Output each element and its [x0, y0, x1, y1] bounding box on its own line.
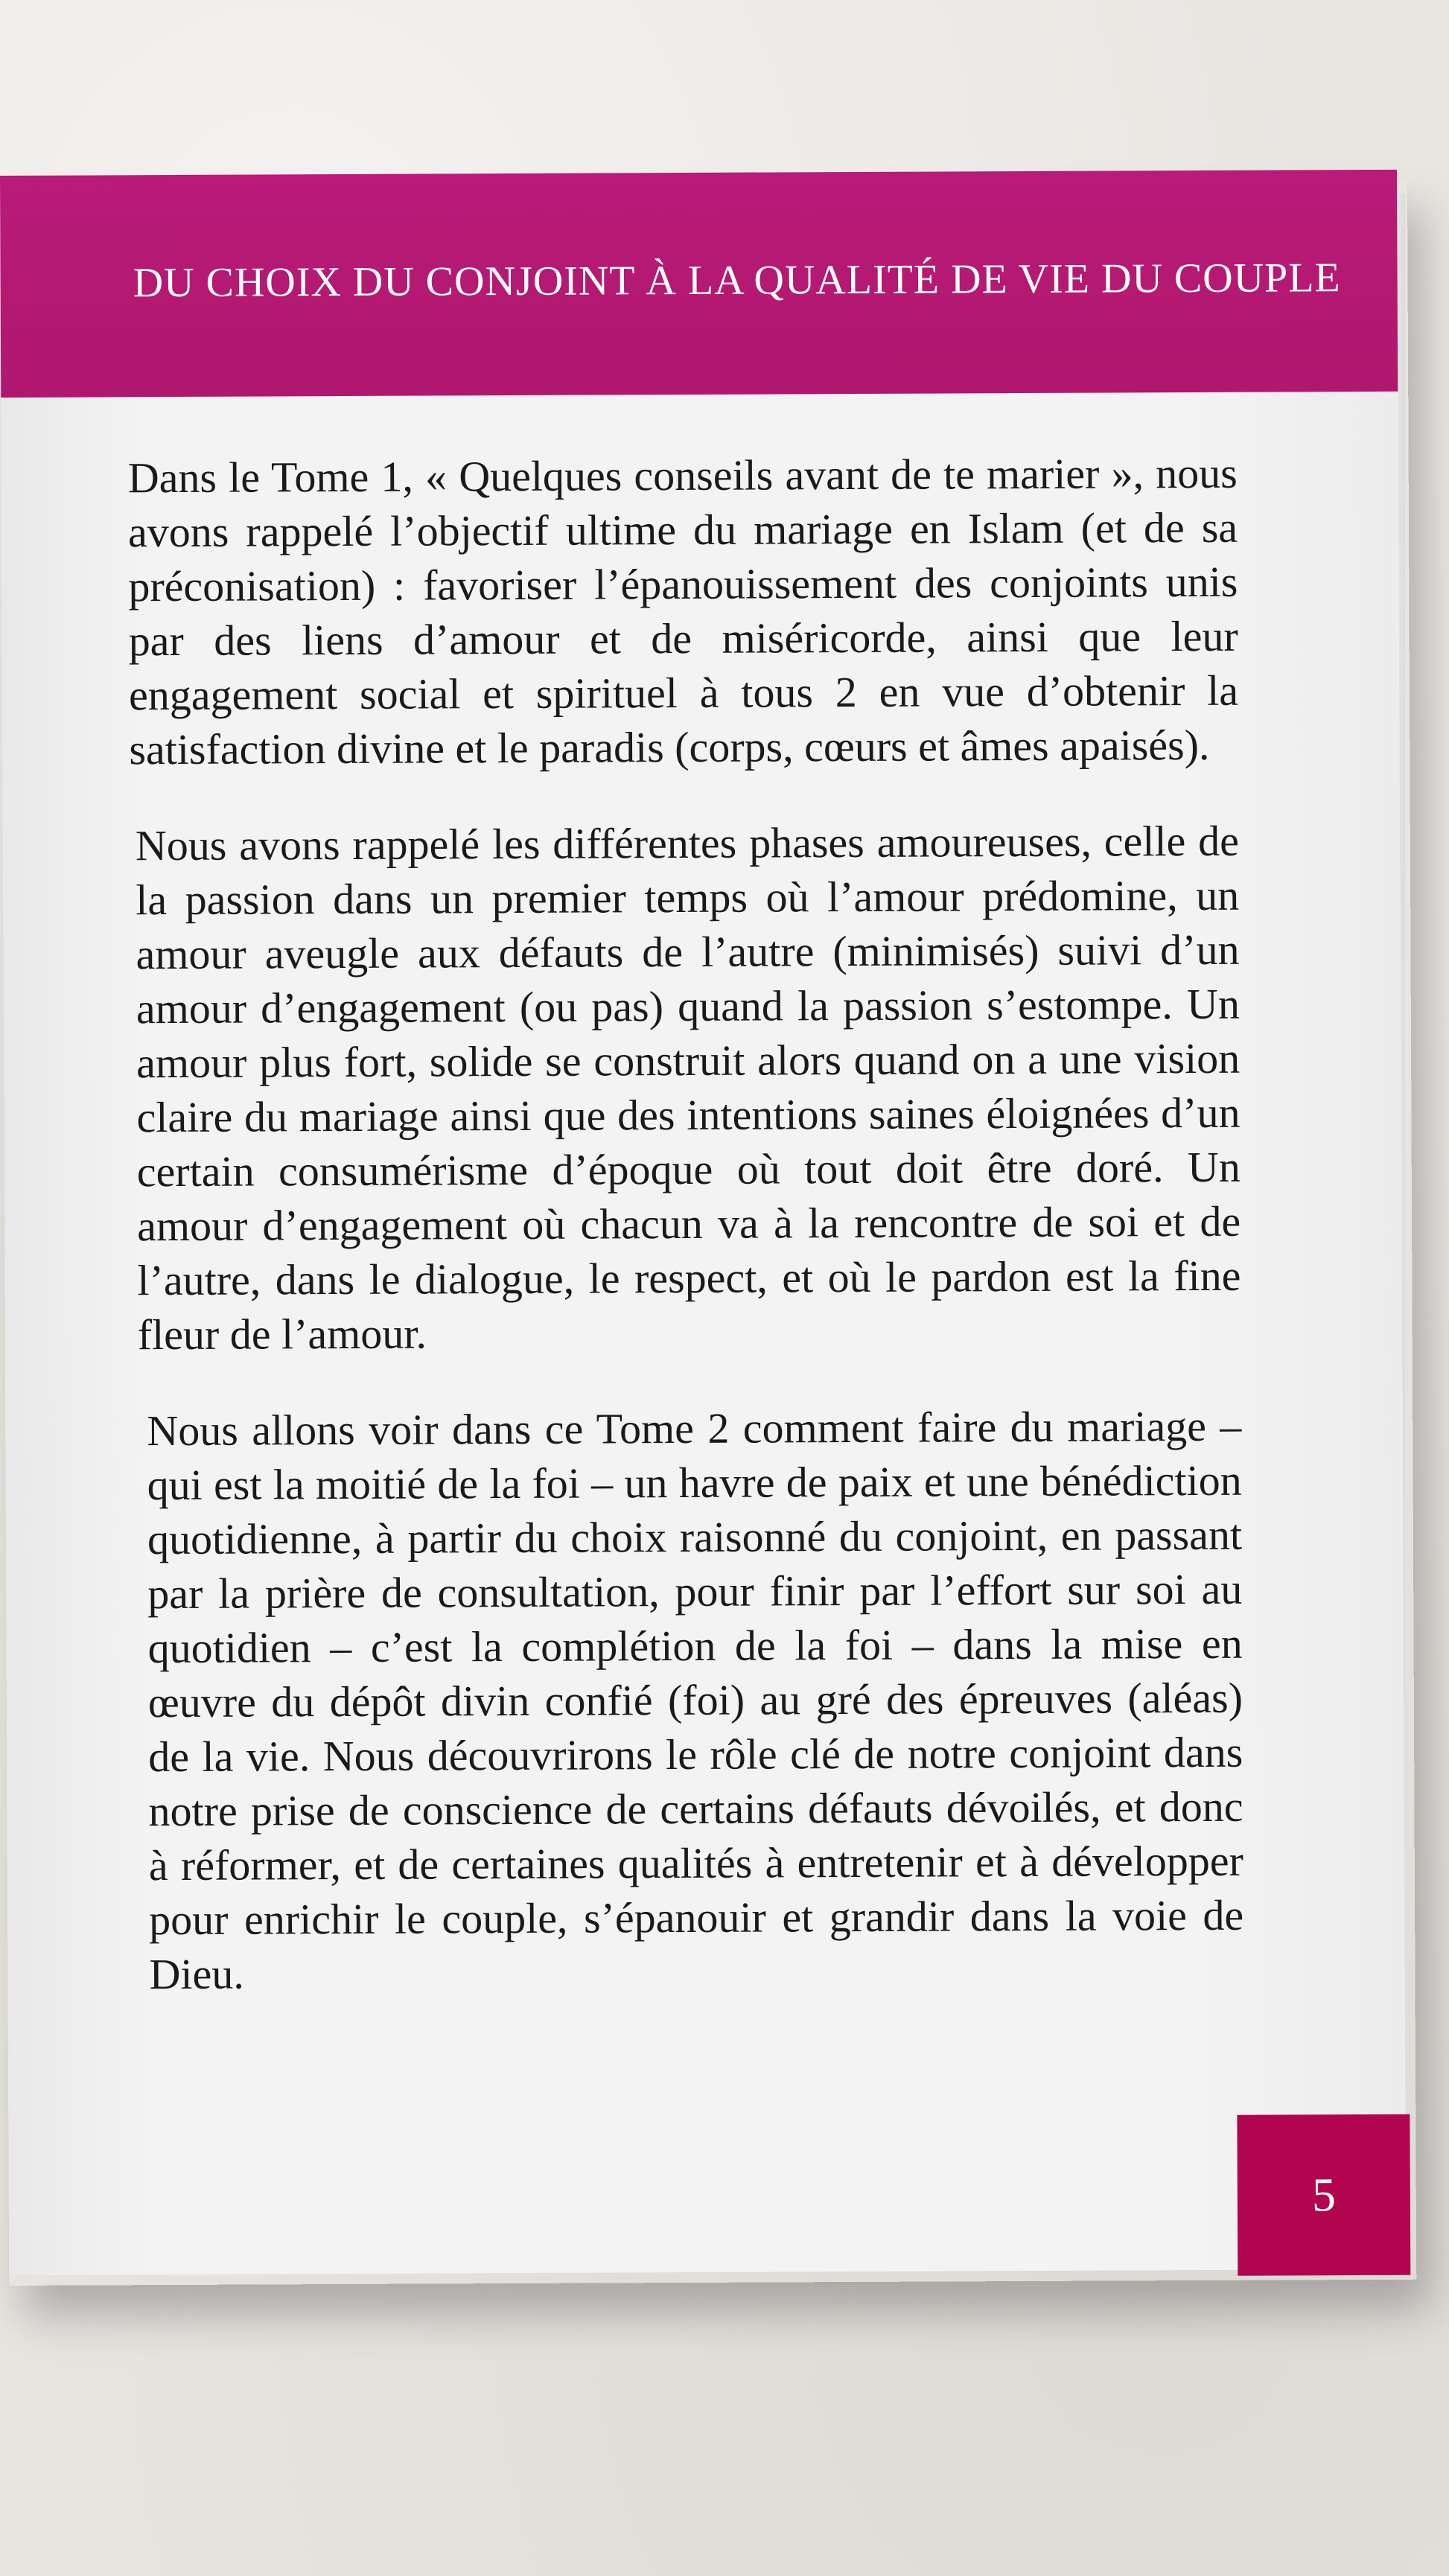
- paragraph-1: Dans le Tome 1, « Quelques conseils avant de te marier », nous avons rappelé l’objectif ultime du mariage en Islam (et de sa préconisation) : favoriser l’épanouissement des conjoints unis par des liens d’amour et de miséricorde, ainsi que leur engagement social et spirituel à tous 2 en vue d’obtenir la satisfaction divine et le paradis (corps, cœurs et âmes apaisés).: [127, 448, 1239, 774]
- page-number-box: [1237, 2114, 1410, 2276]
- page-number: 5: [1311, 2168, 1337, 2222]
- book-page: [0, 170, 1406, 2275]
- paragraph-2: Nous avons rappelé les différentes phases amoureuses, celle de la passion dans un premier temps où l’amour prédomine, un amour aveugle aux défauts de l’autre (minimisés) suivi d’un amour d’engagement (ou pas) quand la passion s’estompe. Un amour plus fort, solide se construit alors quand on a une vision claire du mariage ainsi que des intentions saines éloignées d’un certain consumérisme d’époque où tout doit être doré. Un amour d’engagement où chacun va à la rencontre de soi et de l’autre, dans le dialogue, le respect, et où le pardon est la fine fleur de l’amour.: [135, 816, 1241, 1359]
- page-body: [128, 446, 1244, 2043]
- header-band: [0, 170, 1398, 398]
- paragraph-3: Nous allons voir dans ce Tome 2 comment faire du mariage – qui est la moitié de la foi – un havre de paix et une bénédiction quotidienne, à partir du choix raisonné du conjoint, en passant par la prière de consultation, pour finir par l’effort sur soi au quotidien – c’est la complétion de la foi – dans la mise en œuvre du dépôt divin confié (foi) au gré des épreuves (aléas) de la vie. Nous découvrirons le rôle clé de notre conjoint dans notre prise de conscience de certains défauts dévoilés, et donc à réformer, et de certaines qualités à entretenir et à développer pour enrichir le couple, s’épanouir et grandir dans la voie de Dieu.: [147, 1401, 1244, 1999]
- running-header-title: DU CHOIX DU CONJOINT À LA QUALITÉ DE VIE DU COUPLE: [133, 255, 1341, 307]
